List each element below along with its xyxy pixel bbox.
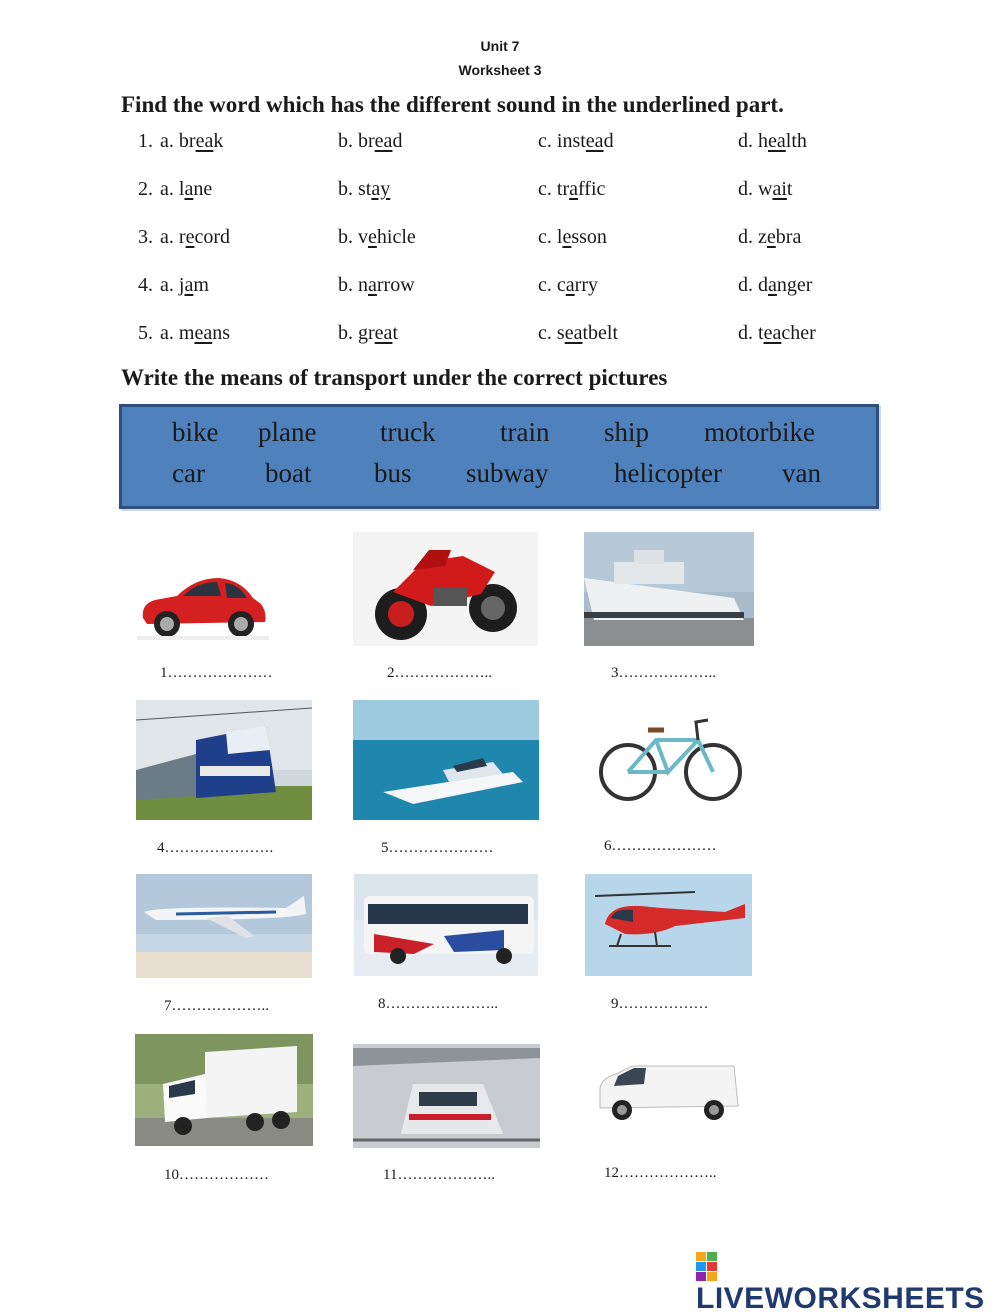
word-bank-item[interactable]: train xyxy=(500,417,550,447)
answer-option[interactable] xyxy=(160,226,230,249)
word-part: d xyxy=(603,130,614,152)
word-part: v xyxy=(358,226,368,248)
word-bank-item[interactable]: bike xyxy=(172,417,219,447)
section1-title: Find the word which has the different sound in the underlined part. xyxy=(121,92,784,117)
word-bank-item[interactable]: truck xyxy=(380,417,436,447)
question-number: 4. xyxy=(138,274,153,296)
option-letter: b. xyxy=(338,226,353,248)
word-bank-item[interactable]: motorbike xyxy=(704,417,815,447)
answer-option[interactable] xyxy=(738,178,792,201)
underlined-part: ea xyxy=(763,322,782,344)
word-bank-item[interactable]: ship xyxy=(604,417,650,447)
answer-option[interactable] xyxy=(160,178,212,201)
word-part: br xyxy=(358,130,375,152)
word-part: d xyxy=(392,130,403,152)
word-bank-item[interactable]: plane xyxy=(258,417,317,447)
answer-option[interactable] xyxy=(338,178,390,201)
option-letter: a. xyxy=(160,274,174,296)
word-bank-item[interactable]: bus xyxy=(374,458,412,488)
blank-5[interactable]: 5………………… xyxy=(381,840,494,856)
word-part: ffic xyxy=(578,178,606,200)
word-bank-item[interactable]: car xyxy=(172,458,205,488)
option-letter: c. xyxy=(538,226,552,248)
car-picture xyxy=(137,568,269,644)
word-part: w xyxy=(758,178,773,200)
question-number: 1. xyxy=(138,130,153,152)
underlined-part: ay xyxy=(371,178,391,200)
word-part: tbelt xyxy=(582,322,618,344)
word-part: k xyxy=(213,130,224,152)
word-part: sson xyxy=(571,226,607,248)
option-letter: b. xyxy=(338,130,353,152)
train-picture xyxy=(136,700,312,820)
word-part: ne xyxy=(193,178,213,200)
liveworksheets-logo xyxy=(696,1252,1000,1316)
word-part: l xyxy=(178,178,185,200)
answer-option[interactable] xyxy=(738,130,807,153)
answer-option[interactable] xyxy=(338,274,415,297)
answer-option[interactable] xyxy=(338,130,402,153)
option-letter: a. xyxy=(160,322,174,344)
underlined-part: ea xyxy=(374,322,393,344)
option-letter: a. xyxy=(160,130,174,152)
word-part: h xyxy=(758,130,768,152)
word-part: d xyxy=(758,274,768,296)
option-letter: b. xyxy=(338,274,353,296)
blank-10[interactable]: 10……………… xyxy=(164,1167,269,1183)
blank-3[interactable]: 3……………….. xyxy=(611,665,716,681)
bike-picture xyxy=(598,712,743,804)
blank-9[interactable]: 9……………… xyxy=(611,996,709,1012)
word-part: tr xyxy=(556,178,570,200)
motorbike-picture xyxy=(353,532,538,646)
bus-picture xyxy=(354,874,538,976)
underlined-part: a xyxy=(569,178,578,200)
blank-6[interactable]: 6………………… xyxy=(604,838,717,854)
word-part: t xyxy=(392,322,398,344)
underlined-part: a xyxy=(768,274,777,296)
plane-picture xyxy=(136,874,312,978)
worksheet-label: Worksheet 3 xyxy=(458,62,542,78)
underlined-part: ea xyxy=(768,130,786,152)
answer-option[interactable] xyxy=(338,226,416,249)
option-letter: d. xyxy=(738,274,753,296)
option-letter: b. xyxy=(338,178,353,200)
word-part: j xyxy=(178,274,185,296)
word-part: bra xyxy=(775,226,802,248)
subway-picture xyxy=(353,1044,540,1148)
word-part: s xyxy=(556,322,565,344)
option-letter: d. xyxy=(738,322,753,344)
word-part: cher xyxy=(781,322,816,344)
word-part: m xyxy=(193,274,209,296)
word-part: hicle xyxy=(376,226,416,248)
option-letter: c. xyxy=(538,274,552,296)
underlined-part: e xyxy=(185,226,195,248)
word-bank-item[interactable]: van xyxy=(782,458,821,488)
word-bank-box xyxy=(119,404,879,509)
option-letter: d. xyxy=(738,178,753,200)
blank-11[interactable]: 11……………….. xyxy=(383,1167,495,1183)
option-letter: a. xyxy=(160,226,174,248)
word-part: cord xyxy=(194,226,230,248)
answer-option[interactable] xyxy=(160,130,223,153)
answer-option[interactable] xyxy=(738,274,812,297)
answer-option[interactable] xyxy=(538,130,614,153)
word-part: t xyxy=(786,178,793,200)
question-number: 2. xyxy=(138,178,153,200)
word-bank-item[interactable]: subway xyxy=(466,458,549,488)
option-letter: d. xyxy=(738,130,753,152)
blank-4[interactable]: 4…………………. xyxy=(157,840,274,856)
answer-option[interactable] xyxy=(538,322,618,345)
blank-7[interactable]: 7……………….. xyxy=(164,998,269,1014)
ship-picture xyxy=(584,532,754,646)
answer-option[interactable] xyxy=(738,226,801,249)
word-part: l xyxy=(556,226,563,248)
underlined-part: e xyxy=(562,226,572,248)
word-part: br xyxy=(178,130,196,152)
word-part: gr xyxy=(358,322,375,344)
boat-picture xyxy=(353,700,539,820)
option-letter: c. xyxy=(538,322,552,344)
underlined-part: ea xyxy=(194,322,213,344)
word-part: n xyxy=(358,274,368,296)
word-part: st xyxy=(358,178,372,200)
blank-1[interactable]: 1………………… xyxy=(160,665,273,681)
answer-option[interactable] xyxy=(338,322,398,345)
word-part: m xyxy=(178,322,195,344)
option-letter: b. xyxy=(338,322,353,344)
blank-12[interactable]: 12……………….. xyxy=(604,1165,717,1181)
option-letter: a. xyxy=(160,178,174,200)
underlined-part: a xyxy=(565,274,575,296)
underlined-part: ai xyxy=(772,178,787,200)
section2-title: Write the means of transport under the correct pictures xyxy=(121,365,668,390)
word-bank-item[interactable]: helicopter xyxy=(614,458,722,488)
underlined-part: a xyxy=(184,274,194,296)
option-letter: d. xyxy=(738,226,753,248)
underlined-part: ea xyxy=(585,130,604,152)
truck-picture xyxy=(135,1034,313,1146)
underlined-part: a xyxy=(368,274,377,296)
blank-8[interactable]: 8………………….. xyxy=(378,996,498,1012)
answer-option[interactable] xyxy=(538,274,598,297)
word-part: ns xyxy=(212,322,231,344)
answer-option[interactable] xyxy=(538,226,607,249)
unit-label: Unit 7 xyxy=(480,38,520,54)
answer-option[interactable] xyxy=(738,322,816,345)
word-part: nger xyxy=(776,274,813,296)
question-number: 3. xyxy=(138,226,153,248)
word-part: z xyxy=(758,226,767,248)
word-part: r xyxy=(178,226,186,248)
option-letter: c. xyxy=(538,178,552,200)
underlined-part: ea xyxy=(195,130,214,152)
underlined-part: ea xyxy=(374,130,393,152)
underlined-part: e xyxy=(368,226,377,248)
logo-text: LIVEWORKSHEETS xyxy=(696,1282,985,1315)
question-number: 5. xyxy=(138,322,153,344)
word-part: c xyxy=(556,274,566,296)
helicopter-picture xyxy=(585,874,752,976)
word-part: t xyxy=(758,322,764,344)
word-part: rry xyxy=(574,274,598,296)
word-bank-item[interactable]: boat xyxy=(265,458,312,488)
blank-2[interactable]: 2……………….. xyxy=(387,665,492,681)
logo-blocks-icon xyxy=(696,1252,718,1282)
word-part: inst xyxy=(556,130,586,152)
van-picture xyxy=(592,1060,742,1122)
answer-option[interactable] xyxy=(160,274,209,297)
underlined-part: ea xyxy=(564,322,583,344)
underlined-part: e xyxy=(766,226,776,248)
answer-option[interactable] xyxy=(160,322,230,345)
option-letter: c. xyxy=(538,130,552,152)
underlined-part: a xyxy=(184,178,194,200)
word-part: rrow xyxy=(376,274,415,296)
word-part: lth xyxy=(785,130,807,152)
answer-option[interactable] xyxy=(538,178,605,201)
